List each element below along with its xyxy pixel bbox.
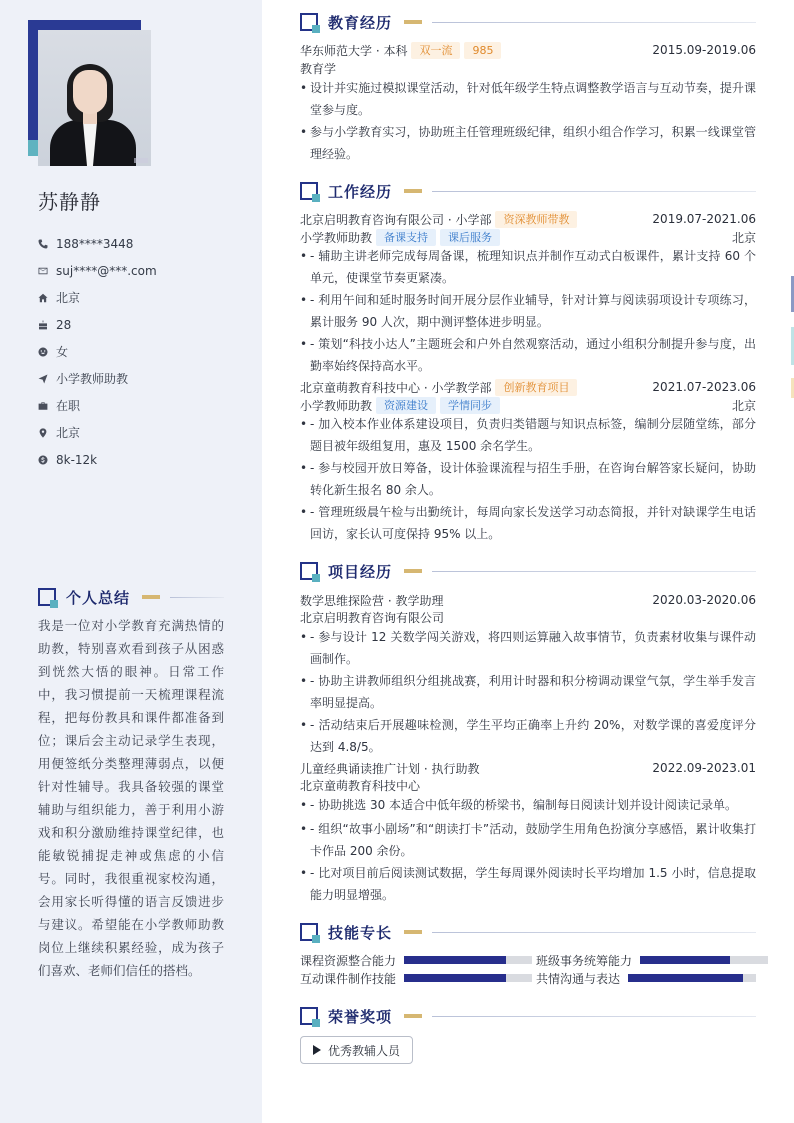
contact-text: 28 xyxy=(56,317,72,332)
skill-item xyxy=(300,969,532,987)
section-marker-icon xyxy=(300,13,318,31)
contact-location xyxy=(38,419,157,446)
skill-bar xyxy=(404,974,532,982)
education-bullet: • 设计并实施过模拟课堂活动，针对低年级学生特点调整教学语言与互动节奏，提升课堂参与度。 xyxy=(300,77,756,121)
project-bullet: • - 组织“故事小剧场”和“朗读打卡”活动，鼓励学生用角色扮演分享感悟，累计收集打卡作品 200 余份。 xyxy=(300,818,756,862)
job-period: 2021.07-2023.06 xyxy=(652,380,756,394)
major: 教育学 xyxy=(300,62,337,76)
project-org: 北京启明教育咨询有限公司 xyxy=(300,611,445,625)
job-city: 北京 xyxy=(731,230,756,245)
skill-name: 课程资源整合能力 xyxy=(300,953,397,968)
skill-item xyxy=(300,951,532,969)
section-title-honors: 荣誉奖项 xyxy=(300,1005,756,1027)
project-bullet: • - 参与设计 12 关数学闯关游戏，将四则运算融入故事情节，负责素材收集与课件动画制作。 xyxy=(300,626,756,670)
sidebar xyxy=(0,0,262,1123)
job-bullet: • - 策划“科技小达人”主题班会和户外自然观察活动，通过小组积分制提升参与度，出勤率始终保持高水平。 xyxy=(300,333,756,377)
company-name: 北京童萌教育科技中心 · 小学教学部 xyxy=(300,380,492,395)
project-name: 数学思维探险营 · 教学助理 xyxy=(300,593,444,608)
project-bullet: • - 活动结束后开展趣味检测，学生平均正确率上升约 20%，对数学课的喜爱度评分达到 4.8/5。 xyxy=(300,714,756,758)
job-period: 2019.07-2021.06 xyxy=(652,212,756,226)
location-pin-icon xyxy=(38,428,56,438)
contact-gender xyxy=(38,338,157,365)
contact-position xyxy=(38,365,157,392)
mail-icon xyxy=(38,266,56,276)
honor-name: 优秀教辅人员 xyxy=(328,1043,401,1058)
job-bullet: • - 加入校本作业体系建设项目，负责归类错题与知识点标签，编制分层随堂练，部分题目被年级组复用，惠及 1500 余名学生。 xyxy=(300,413,756,457)
cake-icon xyxy=(38,320,56,330)
project-header xyxy=(300,591,756,609)
section-title-education: 教育经历 xyxy=(300,11,756,33)
contact-text: 北京 xyxy=(56,291,81,305)
contact-email xyxy=(38,257,157,284)
contact-status xyxy=(38,392,157,419)
job-bullet: • - 辅助主讲老师完成每周备课，梳理知识点并制作互动式白板课件，累计支持 60 个单元，使课堂节奏更紧凑。 xyxy=(300,245,756,289)
section-marker-icon xyxy=(300,562,318,580)
job-role: 小学教师助教 xyxy=(300,398,373,413)
job-header xyxy=(300,378,756,396)
education-tag: 双一流 xyxy=(411,42,460,59)
skill-bar xyxy=(628,974,756,982)
company-tag: 资深教师带教 xyxy=(495,211,577,228)
money-icon xyxy=(38,455,56,465)
contact-text: suj****@***.com xyxy=(56,263,157,278)
contact-age xyxy=(38,311,157,338)
section-marker-icon xyxy=(300,182,318,200)
contact-text: 8k-12k xyxy=(56,452,98,467)
skill-name: 共情沟通与表达 xyxy=(536,971,621,986)
profile-photo-frame xyxy=(28,20,151,166)
job-role-row xyxy=(300,396,756,414)
role-tag: 学情同步 xyxy=(440,397,500,414)
send-icon xyxy=(38,374,56,384)
section-title-projects: 项目经历 xyxy=(300,560,756,582)
company-tag: 创新教育项目 xyxy=(495,379,577,396)
contact-phone xyxy=(38,230,157,257)
face-icon xyxy=(38,347,56,357)
skill-item xyxy=(536,969,756,987)
section-title-work: 工作经历 xyxy=(300,180,756,202)
skill-name: 班级事务统筹能力 xyxy=(536,953,633,968)
job-role-row xyxy=(300,228,756,246)
project-period: 2022.09-2023.01 xyxy=(652,761,756,775)
skill-item xyxy=(536,951,768,969)
contact-salary xyxy=(38,446,157,473)
candidate-name: 苏静静 xyxy=(38,190,101,214)
job-bullet: • - 管理班级晨午检与出勤统计，每周向家长发送学习动态简报，并针对缺课学生电话回访，家长认可度保持 95% 以上。 xyxy=(300,501,756,545)
project-header xyxy=(300,759,756,777)
company-name: 北京启明教育咨询有限公司 · 小学部 xyxy=(300,212,492,227)
role-tag: 备课支持 xyxy=(376,229,436,246)
skill-bar xyxy=(404,956,532,964)
project-period: 2020.03-2020.06 xyxy=(652,593,756,607)
job-bullet: • - 利用午间和延时服务时间开展分层作业辅导，针对计算与阅读弱项设计专项练习，累计服务 90 人次，期中测评整体进步明显。 xyxy=(300,289,756,333)
school-name: 华东师范大学 · 本科 xyxy=(300,43,408,58)
contact-text: 在职 xyxy=(56,399,81,413)
project-name: 儿童经典诵读推广计划 · 执行助教 xyxy=(300,761,480,776)
play-triangle-icon xyxy=(313,1045,321,1055)
home-icon xyxy=(38,293,56,303)
skill-bar xyxy=(640,956,768,964)
project-org: 北京童萌教育科技中心 xyxy=(300,779,421,793)
summary-text: 我是一位对小学教育充满热情的助教，特别喜欢看到孩子从困惑到恍然大悟的眼神。日常工作中，我习惯提前一天梳理课程流程，把每份教具和课件都准备到位；课后会主动记录学生表现，用便签纸分类整理薄弱点，以便针对性辅导。我具备较强的课堂辅助与组织能力，善于利用小游戏和积分激励维持课堂纪律，也能敏锐捕捉走神或焦虑的小信号。同时，我很重视家校沟通，会用家长听得懂的语言反馈进步与建议。希望能在小学教师助教岗位上继续积累经验，成为孩子们喜欢、老师们信任的搭档。 xyxy=(38,618,224,978)
education-bullet: • 参与小学教育实习，协助班主任管理班级纪律，组织小组合作学习，积累一线课堂管理经验。 xyxy=(300,121,756,165)
contact-home xyxy=(38,284,157,311)
education-period: 2015.09-2019.06 xyxy=(652,43,756,57)
job-city: 北京 xyxy=(731,398,756,413)
contact-text: 小学教师助教 xyxy=(56,372,129,386)
avatar xyxy=(38,30,151,166)
project-bullet: • - 协助主讲教师组织分组挑战赛，利用计时器和积分榜调动课堂气氛，学生举手发言率明显提高。 xyxy=(300,670,756,714)
honor-badge xyxy=(300,1036,413,1064)
briefcase-icon xyxy=(38,401,56,411)
project-bullet: • - 协助挑选 30 本适合中低年级的桥梁书，编制每日阅读计划并设计阅读记录单。 xyxy=(300,794,756,816)
contact-list xyxy=(38,230,157,473)
contact-text: 女 xyxy=(56,345,69,359)
education-tag: 985 xyxy=(464,42,501,59)
job-role: 小学教师助教 xyxy=(300,230,373,245)
project-bullet: • - 比对项目前后阅读测试数据，学生每周课外阅读时长平均增加 1.5 小时，信息提取能力明显增强。 xyxy=(300,862,756,906)
role-tag: 资源建设 xyxy=(376,397,436,414)
contact-text: 188****3448 xyxy=(56,236,134,251)
contact-text: 北京 xyxy=(56,426,81,440)
section-title-skills: 技能专长 xyxy=(300,921,756,943)
section-marker-icon xyxy=(300,1007,318,1025)
phone-icon xyxy=(38,239,56,249)
skill-name: 互动课件制作技能 xyxy=(300,971,397,986)
section-title-summary: 个人总结 xyxy=(38,586,224,608)
job-header xyxy=(300,210,756,228)
section-marker-icon xyxy=(38,588,56,606)
job-bullet: • - 参与校园开放日筹备，设计体验课流程与招生手册，在咨询台解答家长疑问，协助转化新生报名 80 余人。 xyxy=(300,457,756,501)
education-header xyxy=(300,41,756,59)
section-marker-icon xyxy=(300,923,318,941)
role-tag: 课后服务 xyxy=(440,229,500,246)
